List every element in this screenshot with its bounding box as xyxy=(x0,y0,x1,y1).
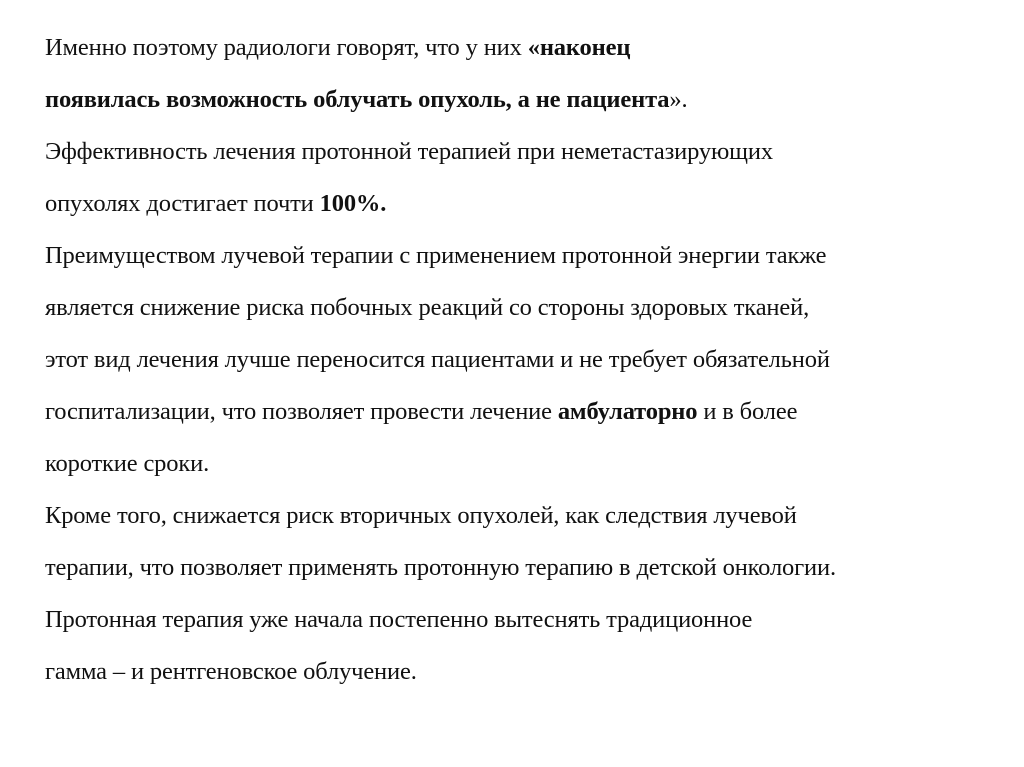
text-line xyxy=(45,22,1005,74)
text-line xyxy=(45,126,1005,178)
text-line xyxy=(45,230,1005,282)
bold-text-run: амбулаторно xyxy=(557,398,698,425)
text-line xyxy=(45,594,1005,646)
text-run: короткие сроки. xyxy=(45,450,210,477)
bold-text-run: появилась возможность облучать опухоль, а не пациента xyxy=(45,86,670,113)
text-run: Кроме того, снижается риск вторичных опухолей, как следствия лучевой xyxy=(45,502,797,529)
text-run: гамма – и рентгеновское облучение. xyxy=(45,658,417,685)
text-line xyxy=(45,542,1005,594)
text-run: является снижение риска побочных реакций со стороны здоровых тканей, xyxy=(45,294,810,321)
text-run: и в более xyxy=(697,398,798,425)
text-line xyxy=(45,74,1005,126)
bold-text-run: 100%. xyxy=(319,190,387,217)
text-line xyxy=(45,490,1005,542)
text-run: Протонная терапия уже начала постепенно вытеснять традиционное xyxy=(45,606,753,633)
bold-text-run: «наконец xyxy=(527,34,631,61)
text-line xyxy=(45,282,1005,334)
text-line xyxy=(45,438,1005,490)
text-line xyxy=(45,386,1005,438)
text-line xyxy=(45,178,1005,230)
text-run: Преимуществом лучевой терапии с применением протонной энергии также xyxy=(45,242,827,269)
text-run: госпитализации, что позволяет провести лечение xyxy=(45,398,558,425)
text-run: опухолях достигает почти xyxy=(45,190,320,217)
text-run: Эффективность лечения протонной терапией при неметастазирующих xyxy=(45,138,773,165)
text-run: ». xyxy=(669,86,688,113)
text-line xyxy=(45,646,1005,698)
text-line xyxy=(45,334,1005,386)
text-run: этот вид лечения лучше переносится пациентами и не требует обязательной xyxy=(45,346,830,373)
text-run: Именно поэтому радиологи говорят, что у них xyxy=(45,34,528,61)
slide-body-text xyxy=(45,22,1005,698)
text-run: терапии, что позволяет применять протонную терапию в детской онкологии. xyxy=(45,554,836,581)
